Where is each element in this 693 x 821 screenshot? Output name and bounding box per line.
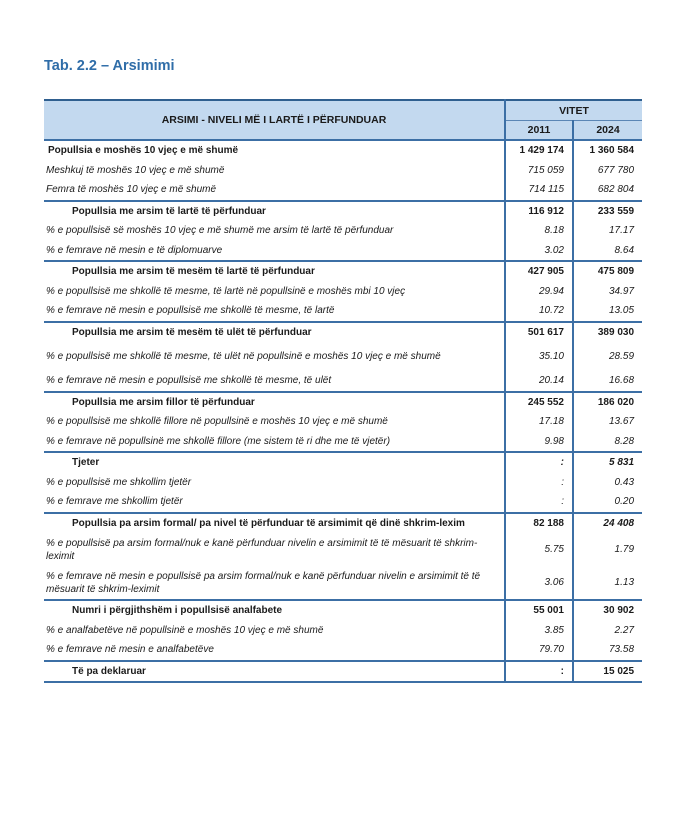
value-2024: 186 020 (573, 392, 642, 413)
row-label: Popullsia me arsim të lartë të përfunduar (44, 201, 505, 222)
value-2024: 0.43 (614, 476, 635, 488)
value-2011: : (505, 452, 573, 473)
value-2024: 233 559 (573, 201, 642, 222)
value-2024: 28.59 (608, 351, 635, 362)
table-row (44, 221, 642, 241)
row-label: % e femrave në mesin e popullsisë me shkollë të mesme, të ulët (46, 375, 332, 387)
row-label: Popullsia me arsim të mesëm të ulët të përfunduar (44, 322, 505, 343)
education-table (44, 99, 642, 683)
table-row (44, 161, 642, 181)
value-2011: 10.72 (505, 301, 573, 322)
table-row (44, 261, 642, 282)
table-row (44, 566, 642, 600)
row-label: % e femrave në popullsinë me shkollë fillore (me sistem të ri dhe me të vjetër) (46, 435, 391, 447)
value-2011: : (505, 492, 573, 513)
row-label: Femra të moshës 10 vjeç e më shumë (46, 184, 217, 196)
value-2024: 389 030 (573, 322, 642, 343)
table-row (44, 180, 642, 201)
row-label: Popullsia me arsim fillor të përfunduar (44, 392, 505, 413)
value-2011: 29.94 (505, 282, 573, 302)
value-2011: 5.75 (505, 533, 573, 566)
value-2011: 3.85 (505, 621, 573, 641)
value-2011: 427 905 (505, 261, 573, 282)
table-row (44, 392, 642, 413)
value-2011: 82 188 (505, 513, 573, 534)
value-2024: 682 804 (597, 184, 635, 196)
table-row (44, 621, 642, 641)
value-2011: 116 912 (505, 201, 573, 222)
table-row (44, 140, 642, 161)
value-2011: 17.18 (505, 412, 573, 432)
row-label: % e popullsisë me shkollë të mesme, të lartë në popullsinë e moshës mbi 10 vjeç (46, 285, 406, 297)
row-label: % e analfabetëve në popullsinë e moshës 10 vjeç e më shumë (46, 624, 324, 636)
value-2011: 55 001 (505, 600, 573, 621)
table-row (44, 492, 642, 513)
table-row (44, 640, 642, 661)
table-row (44, 452, 642, 473)
value-2024: 15 025 (573, 661, 642, 683)
value-2024: 17.17 (608, 225, 635, 237)
table-row (44, 661, 642, 683)
table-body (44, 140, 642, 682)
row-label: % e femrave me shkollim tjetër (46, 496, 183, 508)
row-label: Meshkuj të moshës 10 vjeç e më shumë (46, 164, 225, 176)
value-2024: 13.67 (608, 416, 635, 428)
value-2024: 24 408 (573, 513, 642, 534)
row-label: % e femrave në mesin e analfabetëve (46, 644, 214, 656)
column-header-main: ARSIMI - NIVELI MË I LARTË I PËRFUNDUAR (44, 100, 505, 140)
row-label: % e popullsisë me shkollë fillore në popullsinë e moshës 10 vjeç e më shumë (46, 416, 388, 428)
value-2024: 30 902 (573, 600, 642, 621)
row-label: % e popullsisë pa arsim formal/nuk e kanë përfunduar nivelin e arsimimit të të mësuarit të shkrim-leximit (46, 537, 478, 562)
row-label: Tjeter (44, 452, 505, 473)
value-2011: : (505, 473, 573, 493)
row-label: % e femrave në mesin e popullsisë pa arsim formal/nuk e kanë përfunduar nivelin e arsimimit të të mësuarit të shkrim-leximit (46, 570, 481, 595)
value-2024: 8.28 (614, 435, 635, 447)
value-2011: 35.10 (505, 342, 573, 371)
value-2011: 3.06 (505, 566, 573, 600)
value-2011: : (505, 661, 573, 683)
value-2024: 34.97 (608, 285, 635, 297)
value-2024: 1.13 (614, 577, 635, 588)
column-header-years-group: VITET (505, 100, 642, 121)
value-2011: 79.70 (505, 640, 573, 661)
table-row (44, 241, 642, 262)
row-label: % e femrave në mesin e të diplomuarve (46, 244, 223, 256)
row-label: % e popullsisë me shkollim tjetër (46, 476, 192, 488)
row-label: % e popullsisë së moshës 10 vjeç e më shumë me arsim të lartë të përfunduar (46, 225, 394, 237)
column-header-2024: 2024 (573, 121, 642, 141)
table-row (44, 301, 642, 322)
value-2011: 1 429 174 (505, 140, 573, 161)
row-label: Numri i përgjithshëm i popullsisë analfabete (44, 600, 505, 621)
table-row (44, 412, 642, 432)
row-label: % e popullsisë me shkollë të mesme, të ulët në popullsinë e moshës 10 vjeç e më shumë (46, 351, 441, 362)
value-2011: 9.98 (505, 432, 573, 453)
value-2024: 475 809 (573, 261, 642, 282)
value-2024: 8.64 (614, 244, 635, 256)
value-2024: 1.79 (614, 544, 635, 555)
value-2024: 1 360 584 (573, 140, 642, 161)
row-label: Popullsia pa arsim formal/ pa nivel të përfunduar të arsimimit që dinë shkrim-lexim (44, 513, 505, 534)
value-2024: 16.68 (608, 375, 635, 387)
value-2024: 2.27 (614, 624, 635, 636)
row-label: Popullsia me arsim të mesëm të lartë të përfunduar (44, 261, 505, 282)
table-row (44, 282, 642, 302)
table-row (44, 371, 642, 392)
value-2011: 245 552 (505, 392, 573, 413)
table-row (44, 432, 642, 453)
value-2024: 73.58 (608, 644, 635, 656)
value-2011: 714 115 (505, 180, 573, 201)
column-header-2011: 2011 (505, 121, 573, 141)
value-2011: 20.14 (505, 371, 573, 392)
table-row (44, 322, 642, 343)
table-row (44, 513, 642, 534)
value-2011: 3.02 (505, 241, 573, 262)
table-row (44, 600, 642, 621)
value-2024: 5 831 (573, 452, 642, 473)
table-row (44, 533, 642, 566)
value-2024: 13.05 (608, 305, 635, 317)
table-row (44, 201, 642, 222)
value-2011: 501 617 (505, 322, 573, 343)
value-2011: 715 059 (505, 161, 573, 181)
row-label: % e femrave në mesin e popullsisë me shkollë të mesme, të lartë (46, 305, 335, 317)
value-2024: 677 780 (597, 164, 635, 176)
row-label: Të pa deklaruar (44, 661, 505, 683)
table-row (44, 473, 642, 493)
value-2024: 0.20 (614, 496, 635, 508)
value-2011: 8.18 (505, 221, 573, 241)
table-row (44, 342, 642, 371)
table-title: Tab. 2.2 – Arsimimi (44, 58, 175, 74)
row-label: Popullsia e moshës 10 vjeç e më shumë (44, 140, 505, 161)
